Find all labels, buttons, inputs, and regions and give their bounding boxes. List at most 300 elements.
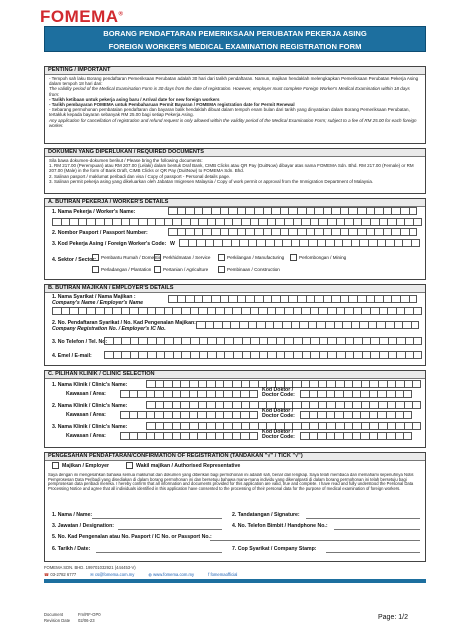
char-cell[interactable]: [300, 390, 309, 398]
char-cell[interactable]: [213, 239, 222, 247]
char-cell[interactable]: [112, 307, 121, 315]
char-cell[interactable]: [180, 390, 189, 398]
char-cell[interactable]: [387, 380, 396, 388]
char-cell[interactable]: [327, 337, 336, 345]
char-cell[interactable]: [245, 295, 254, 303]
char-cell[interactable]: [213, 321, 222, 329]
char-cell[interactable]: [293, 351, 302, 359]
char-cell[interactable]: [391, 207, 400, 215]
char-cell[interactable]: [280, 207, 289, 215]
char-cell[interactable]: [352, 390, 361, 398]
char-cell[interactable]: [61, 307, 70, 315]
char-cell[interactable]: [215, 401, 224, 409]
char-cell[interactable]: [369, 411, 378, 419]
char-cell[interactable]: [189, 432, 198, 440]
char-cell[interactable]: [379, 307, 388, 315]
char-cell[interactable]: [412, 422, 421, 430]
char-cell[interactable]: [377, 390, 386, 398]
char-cell[interactable]: [233, 337, 242, 345]
char-cell[interactable]: [413, 337, 422, 345]
char-cell[interactable]: [198, 401, 207, 409]
char-cell[interactable]: [267, 218, 276, 226]
char-cell[interactable]: [280, 228, 289, 236]
char-cell[interactable]: [180, 411, 189, 419]
char-cell[interactable]: [411, 321, 420, 329]
char-cell[interactable]: [188, 239, 197, 247]
char-cell[interactable]: [155, 307, 164, 315]
clinic-2-doctor-code-field[interactable]: [300, 411, 412, 419]
char-cell[interactable]: [394, 239, 403, 247]
char-cell[interactable]: [232, 401, 241, 409]
char-cell[interactable]: [326, 380, 335, 388]
company-name-field-line2[interactable]: [52, 307, 422, 315]
char-cell[interactable]: [344, 307, 353, 315]
char-cell[interactable]: [343, 411, 352, 419]
char-cell[interactable]: [383, 295, 392, 303]
char-cell[interactable]: [314, 207, 323, 215]
handphone-field[interactable]: [334, 529, 420, 530]
char-cell[interactable]: [292, 422, 301, 430]
char-cell[interactable]: [413, 218, 422, 226]
char-cell[interactable]: [223, 380, 232, 388]
char-cell[interactable]: [335, 422, 344, 430]
char-cell[interactable]: [112, 218, 121, 226]
char-cell[interactable]: [325, 239, 334, 247]
char-cell[interactable]: [273, 321, 282, 329]
char-cell[interactable]: [181, 337, 190, 345]
char-cell[interactable]: [309, 401, 318, 409]
char-cell[interactable]: [163, 380, 172, 388]
clinic-2-area-field[interactable]: [120, 411, 258, 419]
char-cell[interactable]: [326, 422, 335, 430]
char-cell[interactable]: [310, 218, 319, 226]
char-cell[interactable]: [168, 228, 177, 236]
char-cell[interactable]: [52, 218, 61, 226]
char-cell[interactable]: [331, 228, 340, 236]
char-cell[interactable]: [164, 351, 173, 359]
char-cell[interactable]: [359, 321, 368, 329]
char-cell[interactable]: [197, 390, 206, 398]
char-cell[interactable]: [147, 218, 156, 226]
char-cell[interactable]: [185, 207, 194, 215]
char-cell[interactable]: [189, 422, 198, 430]
char-cell[interactable]: [241, 307, 250, 315]
char-cell[interactable]: [388, 337, 397, 345]
char-cell[interactable]: [216, 337, 225, 345]
char-cell[interactable]: [369, 432, 378, 440]
char-cell[interactable]: [334, 239, 343, 247]
char-cell[interactable]: [395, 401, 404, 409]
char-cell[interactable]: [224, 337, 233, 345]
worker-name-field[interactable]: [168, 207, 417, 215]
designation-field[interactable]: [118, 529, 222, 530]
char-cell[interactable]: [404, 422, 413, 430]
char-cell[interactable]: [404, 307, 413, 315]
char-cell[interactable]: [233, 351, 242, 359]
sector-manufacturing-checkbox[interactable]: [218, 254, 225, 261]
char-cell[interactable]: [223, 432, 232, 440]
char-cell[interactable]: [400, 295, 409, 303]
char-cell[interactable]: [318, 401, 327, 409]
char-cell[interactable]: [198, 380, 207, 388]
char-cell[interactable]: [239, 321, 248, 329]
char-cell[interactable]: [69, 218, 78, 226]
char-cell[interactable]: [222, 321, 231, 329]
char-cell[interactable]: [369, 390, 378, 398]
char-cell[interactable]: [409, 228, 418, 236]
char-cell[interactable]: [309, 422, 318, 430]
char-cell[interactable]: [344, 422, 353, 430]
char-cell[interactable]: [383, 228, 392, 236]
char-cell[interactable]: [343, 432, 352, 440]
char-cell[interactable]: [275, 307, 284, 315]
char-cell[interactable]: [199, 337, 208, 345]
footer-email[interactable]: ✉ cs@fomema.com.my: [90, 572, 135, 577]
char-cell[interactable]: [202, 295, 211, 303]
char-cell[interactable]: [293, 307, 302, 315]
char-cell[interactable]: [369, 401, 378, 409]
char-cell[interactable]: [104, 351, 113, 359]
char-cell[interactable]: [362, 351, 371, 359]
char-cell[interactable]: [129, 432, 138, 440]
char-cell[interactable]: [121, 337, 130, 345]
char-cell[interactable]: [172, 307, 181, 315]
char-cell[interactable]: [146, 401, 155, 409]
char-cell[interactable]: [280, 295, 289, 303]
char-cell[interactable]: [353, 337, 362, 345]
char-cell[interactable]: [198, 218, 207, 226]
char-cell[interactable]: [301, 401, 310, 409]
char-cell[interactable]: [232, 432, 241, 440]
char-cell[interactable]: [245, 228, 254, 236]
char-cell[interactable]: [409, 295, 418, 303]
char-cell[interactable]: [344, 380, 353, 388]
char-cell[interactable]: [319, 351, 328, 359]
char-cell[interactable]: [331, 295, 340, 303]
char-cell[interactable]: [396, 218, 405, 226]
char-cell[interactable]: [242, 337, 251, 345]
char-cell[interactable]: [378, 380, 387, 388]
char-cell[interactable]: [369, 380, 378, 388]
char-cell[interactable]: [256, 239, 265, 247]
char-cell[interactable]: [248, 321, 257, 329]
char-cell[interactable]: [357, 295, 366, 303]
char-cell[interactable]: [129, 218, 138, 226]
char-cell[interactable]: [336, 307, 345, 315]
char-cell[interactable]: [396, 307, 405, 315]
char-cell[interactable]: [343, 390, 352, 398]
clinic-3-area-field[interactable]: [120, 432, 258, 440]
char-cell[interactable]: [202, 228, 211, 236]
employer-checkbox[interactable]: [52, 462, 59, 469]
char-cell[interactable]: [370, 351, 379, 359]
char-cell[interactable]: [402, 239, 411, 247]
char-cell[interactable]: [232, 307, 241, 315]
char-cell[interactable]: [353, 307, 362, 315]
char-cell[interactable]: [404, 380, 413, 388]
char-cell[interactable]: [207, 351, 216, 359]
char-cell[interactable]: [385, 321, 394, 329]
char-cell[interactable]: [146, 411, 155, 419]
char-cell[interactable]: [366, 207, 375, 215]
char-cell[interactable]: [395, 422, 404, 430]
char-cell[interactable]: [189, 390, 198, 398]
char-cell[interactable]: [413, 307, 422, 315]
char-cell[interactable]: [173, 337, 182, 345]
char-cell[interactable]: [326, 432, 335, 440]
char-cell[interactable]: [357, 228, 366, 236]
char-cell[interactable]: [78, 218, 87, 226]
char-cell[interactable]: [263, 207, 272, 215]
char-cell[interactable]: [369, 422, 378, 430]
char-cell[interactable]: [215, 307, 224, 315]
char-cell[interactable]: [404, 401, 413, 409]
char-cell[interactable]: [194, 207, 203, 215]
char-cell[interactable]: [348, 295, 357, 303]
char-cell[interactable]: [61, 218, 70, 226]
char-cell[interactable]: [352, 401, 361, 409]
char-cell[interactable]: [163, 422, 172, 430]
char-cell[interactable]: [297, 228, 306, 236]
char-cell[interactable]: [164, 337, 173, 345]
sector-mining[interactable]: Perlombongan / Mining: [290, 254, 346, 261]
char-cell[interactable]: [276, 351, 285, 359]
char-cell[interactable]: [120, 411, 129, 419]
char-cell[interactable]: [340, 207, 349, 215]
char-cell[interactable]: [377, 411, 386, 419]
char-cell[interactable]: [223, 422, 232, 430]
char-cell[interactable]: [179, 239, 188, 247]
char-cell[interactable]: [206, 422, 215, 430]
company-reg-field[interactable]: [196, 321, 419, 329]
char-cell[interactable]: [224, 218, 233, 226]
char-cell[interactable]: [250, 337, 259, 345]
char-cell[interactable]: [362, 337, 371, 345]
char-cell[interactable]: [387, 218, 396, 226]
char-cell[interactable]: [306, 228, 315, 236]
char-cell[interactable]: [340, 228, 349, 236]
char-cell[interactable]: [326, 390, 335, 398]
char-cell[interactable]: [228, 228, 237, 236]
char-cell[interactable]: [275, 218, 284, 226]
char-cell[interactable]: [377, 239, 386, 247]
char-cell[interactable]: [224, 307, 233, 315]
sector-manufacturing[interactable]: Perkilangan / Manufacturing: [218, 254, 284, 261]
char-cell[interactable]: [317, 390, 326, 398]
char-cell[interactable]: [301, 380, 310, 388]
char-cell[interactable]: [78, 307, 87, 315]
worker-code-field[interactable]: [179, 239, 420, 247]
char-cell[interactable]: [316, 321, 325, 329]
char-cell[interactable]: [360, 411, 369, 419]
char-cell[interactable]: [395, 411, 404, 419]
char-cell[interactable]: [370, 337, 379, 345]
char-cell[interactable]: [138, 351, 147, 359]
char-cell[interactable]: [163, 411, 172, 419]
char-cell[interactable]: [379, 218, 388, 226]
char-cell[interactable]: [293, 337, 302, 345]
char-cell[interactable]: [395, 380, 404, 388]
char-cell[interactable]: [205, 321, 214, 329]
char-cell[interactable]: [368, 321, 377, 329]
char-cell[interactable]: [222, 239, 231, 247]
char-cell[interactable]: [310, 351, 319, 359]
char-cell[interactable]: [391, 295, 400, 303]
char-cell[interactable]: [202, 207, 211, 215]
char-cell[interactable]: [249, 401, 258, 409]
char-cell[interactable]: [342, 321, 351, 329]
char-cell[interactable]: [237, 228, 246, 236]
char-cell[interactable]: [297, 207, 306, 215]
char-cell[interactable]: [95, 218, 104, 226]
char-cell[interactable]: [137, 432, 146, 440]
char-cell[interactable]: [138, 307, 147, 315]
char-cell[interactable]: [348, 207, 357, 215]
char-cell[interactable]: [104, 218, 113, 226]
char-cell[interactable]: [206, 390, 215, 398]
char-cell[interactable]: [121, 307, 130, 315]
char-cell[interactable]: [242, 351, 251, 359]
char-cell[interactable]: [310, 307, 319, 315]
char-cell[interactable]: [155, 380, 164, 388]
char-cell[interactable]: [163, 401, 172, 409]
char-cell[interactable]: [386, 411, 395, 419]
char-cell[interactable]: [232, 380, 241, 388]
char-cell[interactable]: [190, 337, 199, 345]
char-cell[interactable]: [395, 432, 404, 440]
char-cell[interactable]: [240, 390, 249, 398]
char-cell[interactable]: [361, 380, 370, 388]
char-cell[interactable]: [245, 207, 254, 215]
char-cell[interactable]: [318, 380, 327, 388]
char-cell[interactable]: [284, 337, 293, 345]
char-cell[interactable]: [154, 390, 163, 398]
char-cell[interactable]: [334, 390, 343, 398]
char-cell[interactable]: [215, 432, 224, 440]
char-cell[interactable]: [138, 218, 147, 226]
char-cell[interactable]: [336, 337, 345, 345]
char-cell[interactable]: [69, 307, 78, 315]
sector-agriculture-checkbox[interactable]: [154, 266, 161, 273]
char-cell[interactable]: [351, 321, 360, 329]
char-cell[interactable]: [292, 380, 301, 388]
char-cell[interactable]: [168, 207, 177, 215]
char-cell[interactable]: [104, 337, 113, 345]
email-field[interactable]: [104, 351, 422, 359]
char-cell[interactable]: [386, 390, 395, 398]
char-cell[interactable]: [282, 321, 291, 329]
telephone-field[interactable]: [104, 337, 422, 345]
char-cell[interactable]: [185, 228, 194, 236]
char-cell[interactable]: [113, 351, 122, 359]
char-cell[interactable]: [282, 239, 291, 247]
char-cell[interactable]: [189, 411, 198, 419]
char-cell[interactable]: [309, 390, 318, 398]
char-cell[interactable]: [104, 307, 113, 315]
char-cell[interactable]: [237, 295, 246, 303]
char-cell[interactable]: [412, 380, 421, 388]
char-cell[interactable]: [293, 218, 302, 226]
char-cell[interactable]: [265, 321, 274, 329]
passport-number-field[interactable]: [168, 228, 417, 236]
char-cell[interactable]: [386, 432, 395, 440]
char-cell[interactable]: [376, 321, 385, 329]
char-cell[interactable]: [180, 422, 189, 430]
char-cell[interactable]: [323, 207, 332, 215]
char-cell[interactable]: [215, 218, 224, 226]
declarant-name-field[interactable]: [92, 518, 222, 519]
char-cell[interactable]: [400, 207, 409, 215]
char-cell[interactable]: [240, 411, 249, 419]
char-cell[interactable]: [353, 218, 362, 226]
char-cell[interactable]: [163, 432, 172, 440]
sector-domestic[interactable]: Pembantu Rumah / Domestic: [92, 254, 161, 261]
char-cell[interactable]: [205, 239, 214, 247]
char-cell[interactable]: [348, 228, 357, 236]
char-cell[interactable]: [361, 307, 370, 315]
char-cell[interactable]: [403, 432, 412, 440]
char-cell[interactable]: [250, 351, 259, 359]
char-cell[interactable]: [284, 218, 293, 226]
sector-plantation[interactable]: Perladangan / Plantation: [92, 266, 151, 273]
char-cell[interactable]: [327, 218, 336, 226]
char-cell[interactable]: [335, 401, 344, 409]
char-cell[interactable]: [196, 239, 205, 247]
char-cell[interactable]: [258, 218, 267, 226]
char-cell[interactable]: [172, 390, 181, 398]
char-cell[interactable]: [284, 307, 293, 315]
char-cell[interactable]: [325, 321, 334, 329]
char-cell[interactable]: [308, 321, 317, 329]
char-cell[interactable]: [309, 411, 318, 419]
char-cell[interactable]: [194, 228, 203, 236]
footer-website[interactable]: ◍ www.fomema.com.my: [148, 572, 195, 577]
char-cell[interactable]: [301, 422, 310, 430]
char-cell[interactable]: [95, 307, 104, 315]
char-cell[interactable]: [181, 307, 190, 315]
char-cell[interactable]: [387, 307, 396, 315]
clinic-1-doctor-code-field[interactable]: [300, 390, 412, 398]
char-cell[interactable]: [146, 422, 155, 430]
char-cell[interactable]: [249, 380, 258, 388]
char-cell[interactable]: [206, 401, 215, 409]
char-cell[interactable]: [168, 295, 177, 303]
char-cell[interactable]: [220, 228, 229, 236]
employer-option[interactable]: Majikan / Employer: [52, 462, 109, 469]
char-cell[interactable]: [248, 239, 257, 247]
char-cell[interactable]: [318, 218, 327, 226]
char-cell[interactable]: [370, 218, 379, 226]
char-cell[interactable]: [207, 218, 216, 226]
char-cell[interactable]: [259, 351, 268, 359]
char-cell[interactable]: [232, 422, 241, 430]
char-cell[interactable]: [326, 411, 335, 419]
char-cell[interactable]: [86, 307, 95, 315]
char-cell[interactable]: [254, 228, 263, 236]
char-cell[interactable]: [409, 207, 418, 215]
char-cell[interactable]: [396, 337, 405, 345]
char-cell[interactable]: [52, 307, 61, 315]
char-cell[interactable]: [164, 218, 173, 226]
char-cell[interactable]: [197, 432, 206, 440]
char-cell[interactable]: [206, 432, 215, 440]
char-cell[interactable]: [120, 432, 129, 440]
char-cell[interactable]: [147, 351, 156, 359]
char-cell[interactable]: [172, 411, 181, 419]
char-cell[interactable]: [241, 401, 250, 409]
char-cell[interactable]: [121, 218, 130, 226]
char-cell[interactable]: [190, 351, 199, 359]
